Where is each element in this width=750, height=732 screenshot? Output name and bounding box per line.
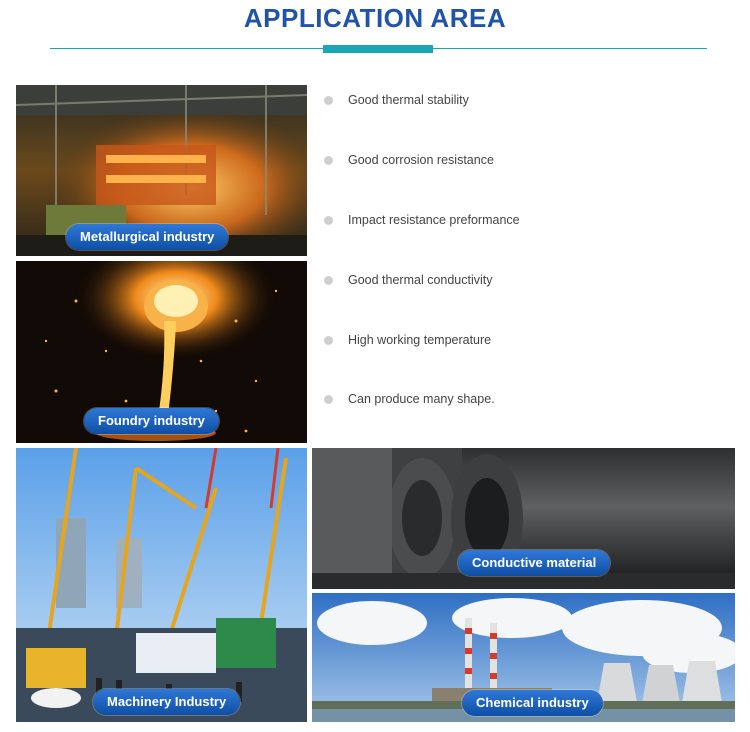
conductive-material-label: Conductive material [458, 550, 610, 576]
feature-text: Good corrosion resistance [348, 153, 494, 167]
bullet-dot-icon [324, 395, 333, 404]
foundry-industry-label: Foundry industry [84, 408, 219, 434]
chemical-industry-label: Chemical industry [462, 690, 603, 716]
feature-text: Good thermal conductivity [348, 273, 493, 287]
feature-text: Impact resistance preformance [348, 213, 520, 227]
bullet-dot-icon [324, 216, 333, 225]
conductive-material-photo [312, 448, 735, 589]
foundry-industry-photo [16, 261, 307, 443]
feature-text: High working temperature [348, 333, 492, 347]
title-accent-bar [323, 45, 433, 53]
feature-text: Can produce many shape. [348, 392, 495, 406]
page-title: APPLICATION AREA [243, 3, 507, 33]
metallurgical-industry-photo [16, 85, 307, 256]
machinery-industry-label: Machinery Industry [93, 689, 240, 715]
feature-text: Good thermal stability [348, 93, 469, 107]
bullet-dot-icon [324, 96, 333, 105]
chemical-industry-photo [312, 593, 735, 722]
cranes-expo-image [16, 448, 307, 722]
metallurgical-industry-label: Metallurgical industry [66, 224, 228, 250]
bullet-dot-icon [324, 276, 333, 285]
bullet-dot-icon [324, 156, 333, 165]
bullet-dot-icon [324, 336, 333, 345]
machinery-industry-photo [16, 448, 307, 722]
